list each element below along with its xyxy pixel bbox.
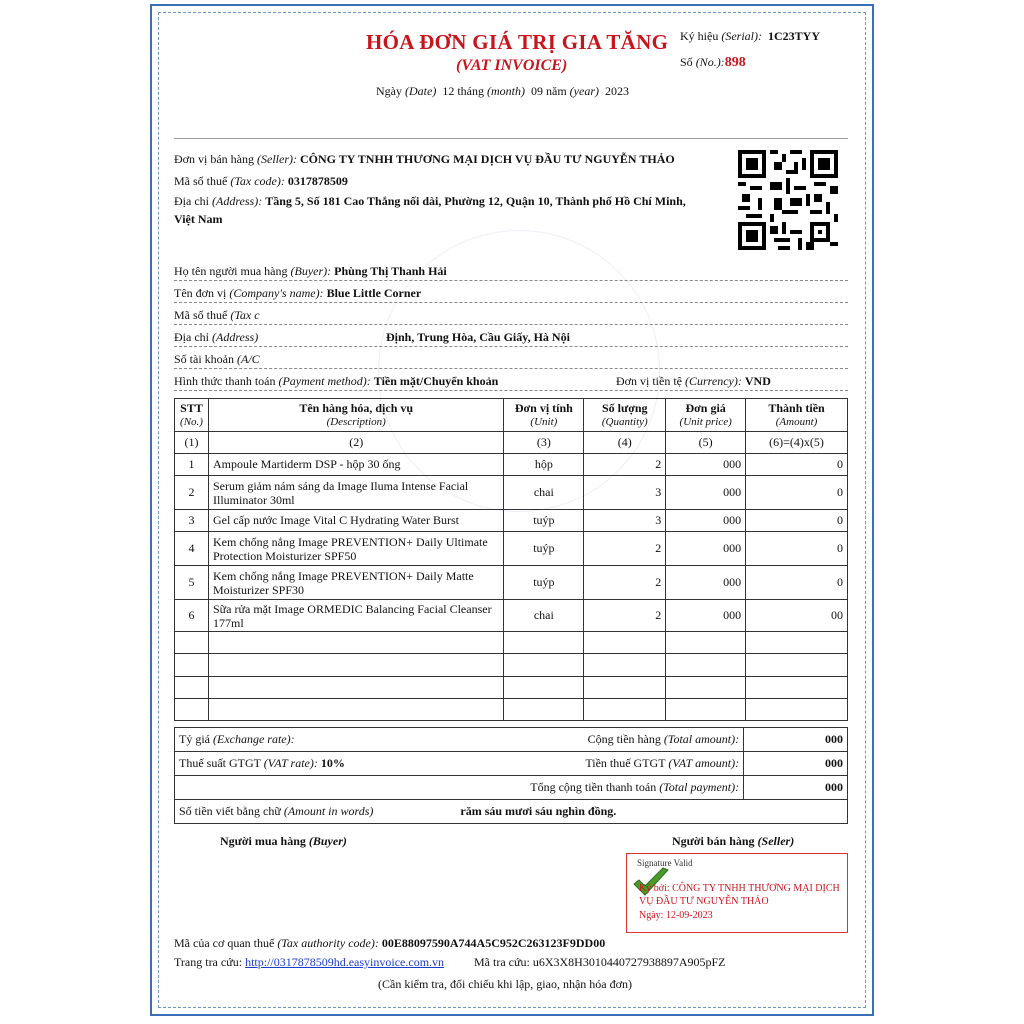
index-cell: (2) [208,432,503,454]
signed-date-text: Ngày: 12-09-2023 [639,910,713,921]
row-unit: hộp [504,454,584,476]
row-quantity: 2 [584,532,666,566]
invoice-number: Số (No.):898 [680,55,746,70]
row-amount: 0 [746,566,848,600]
table-row [175,532,848,566]
row-unit-price: 000 [666,476,746,510]
row-no: 5 [175,566,209,600]
table-row [175,600,848,632]
row-amount: 0 [746,476,848,510]
digital-signature-box [626,853,848,933]
index-cell: (1) [175,432,209,454]
empty-row [175,677,848,699]
col-header-unit-price: Đơn giá (Unit price) [666,399,746,432]
row-no: 6 [175,600,209,632]
col-header-description: Tên hàng hóa, dịch vụ (Description) [208,399,503,432]
empty-row [175,699,848,721]
row-no: 1 [175,454,209,476]
col-header-no: STT (No.) [175,399,209,432]
seller-signature-label: Người bán hàng (Seller) [672,834,795,848]
total-amount: 000 [744,728,848,752]
invoice-date: Ngày (Date) 12 tháng (month) 09 năm (year) 2023 [376,84,629,98]
row-unit-price: 000 [666,532,746,566]
row-unit: chai [504,476,584,510]
row-unit: tuýp [504,566,584,600]
row-no: 2 [175,476,209,510]
lookup-line: Trang tra cứu: http://0317878509hd.easyinvoice.com.vn [174,955,445,969]
invoice-subtitle: (VAT INVOICE) [456,57,568,74]
table-row [175,476,848,510]
empty-row [175,632,848,654]
row-no: 3 [175,510,209,532]
lookup-code-line: Mã tra cứu: u6X3X8H3010440727938897A905pFZ [474,955,726,969]
buyer-company-line: Tên đơn vị (Company's name): Blue Little Corner [174,286,422,300]
dotted-rule [174,346,848,347]
row-quantity: 2 [584,566,666,600]
row-amount: 0 [746,454,848,476]
index-cell: (3) [504,432,584,454]
row-amount: 0 [746,532,848,566]
row-unit-price: 000 [666,510,746,532]
row-description: Serum giảm nám sáng da Image Iluma Intense Facial Illuminator 30ml [208,476,503,510]
buyer-name-line: Họ tên người mua hàng (Buyer): Phùng Thị Thanh Hải [174,264,447,278]
currency-line: Đơn vị tiền tệ (Currency): VND [616,374,771,388]
summary-row-payment: Tổng cộng tiền thanh toán (Total payment): 000 [175,776,848,800]
row-amount: 0 [746,510,848,532]
buyer-address-line: Địa chỉ (Address) [174,330,259,344]
table-index-row [175,432,848,454]
signed-by-text: Ký bởi: CÔNG TY TNHH THƯƠNG MẠI DỊCH VỤ ĐẦU TƯ NGUYỄN THẢO [639,883,840,907]
seller-address-line: Địa chỉ (Address): Tầng 5, Số 181 Cao Thắng nối dài, Phường 12, Quận 10, Thành phố Hồ Chí Minh, [174,194,686,208]
buyer-tax-line: Mã số thuế (Tax c [174,308,260,322]
lookup-link[interactable]: http://0317878509hd.easyinvoice.com.vn [245,955,445,969]
row-quantity: 2 [584,600,666,632]
row-unit-price: 000 [666,600,746,632]
amount-in-words: răm sáu mươi sáu nghìn đồng. [460,804,617,818]
index-cell: (5) [666,432,746,454]
index-cell: (4) [584,432,666,454]
row-unit-price: 000 [666,454,746,476]
row-quantity: 2 [584,454,666,476]
footer-note: (Cần kiểm tra, đối chiếu khi lập, giao, nhận hóa đơn) [378,977,632,991]
summary-table [174,727,848,824]
summary-row-total: Tỷ giá (Exchange rate): Cộng tiền hàng (Total amount): 000 [175,728,848,752]
row-quantity: 3 [584,476,666,510]
dotted-rule [174,302,848,303]
empty-row [175,654,848,677]
table-row [175,454,848,476]
col-header-amount: Thành tiền (Amount) [746,399,848,432]
signature-valid-text: Signature Valid [637,858,693,868]
seller-tax-line: Mã số thuế (Tax code): 0317878509 [174,174,348,188]
summary-row-words: Số tiền viết bằng chữ (Amount in words) răm sáu mươi sáu nghìn đồng. [175,800,848,824]
seller-address-line2: Việt Nam [174,212,223,226]
col-header-unit: Đơn vị tính (Unit) [504,399,584,432]
dotted-rule [174,390,848,391]
row-description: Kem chống nắng Image PREVENTION+ Daily Matte Moisturizer SPF30 [208,566,503,600]
qr-code-icon [738,150,838,250]
invoice-paper [168,20,856,1000]
row-no: 4 [175,532,209,566]
buyer-signature-label: Người mua hàng (Buyer) [220,834,347,848]
row-unit: tuýp [504,510,584,532]
invoice-title: HÓA ĐƠN GIÁ TRỊ GIA TĂNG [366,30,669,54]
authority-code-line: Mã của cơ quan thuế (Tax authority code): 00E88097590A744A5C952C263123F9DD00 [174,936,606,950]
header-divider [174,138,848,139]
row-quantity: 3 [584,510,666,532]
row-unit-price: 000 [666,566,746,600]
dotted-rule [174,324,848,325]
seller-name-line: Đơn vị bán hàng (Seller): CÔNG TY TNHH THƯƠNG MẠI DỊCH VỤ ĐẦU TƯ NGUYỄN THẢO [174,152,675,166]
row-amount: 00 [746,600,848,632]
buyer-account-line: Số tài khoản (A/C [174,352,260,366]
row-unit: tuýp [504,532,584,566]
items-table [174,398,848,721]
row-description: Sữa rửa mặt Image ORMEDIC Balancing Facial Cleanser 177ml [208,600,503,632]
payment-total: 000 [744,776,848,800]
summary-row-vat: Thuế suất GTGT (VAT rate): 10% Tiền thuế GTGT (VAT amount): 000 [175,752,848,776]
buyer-address-value: Định, Trung Hòa, Cầu Giấy, Hà Nội [386,330,570,344]
table-header-row [175,399,848,432]
dotted-rule [174,368,848,369]
table-row [175,510,848,532]
dotted-rule [174,280,848,281]
vat-amount: 000 [744,752,848,776]
row-unit: chai [504,600,584,632]
row-description: Kem chống nắng Image PREVENTION+ Daily Ultimate Protection Moisturizer SPF50 [208,532,503,566]
index-cell: (6)=(4)x(5) [746,432,848,454]
row-description: Ampoule Martiderm DSP - hộp 30 ống [208,454,503,476]
invoice-serial: Ký hiệu (Serial): 1C23TYY [680,29,820,43]
col-header-quantity: Số lượng (Quantity) [584,399,666,432]
table-row [175,566,848,600]
row-description: Gel cấp nước Image Vital C Hydrating Water Burst [208,510,503,532]
payment-method-line: Hình thức thanh toán (Payment method): Tiền mặt/Chuyển khoản [174,374,499,388]
